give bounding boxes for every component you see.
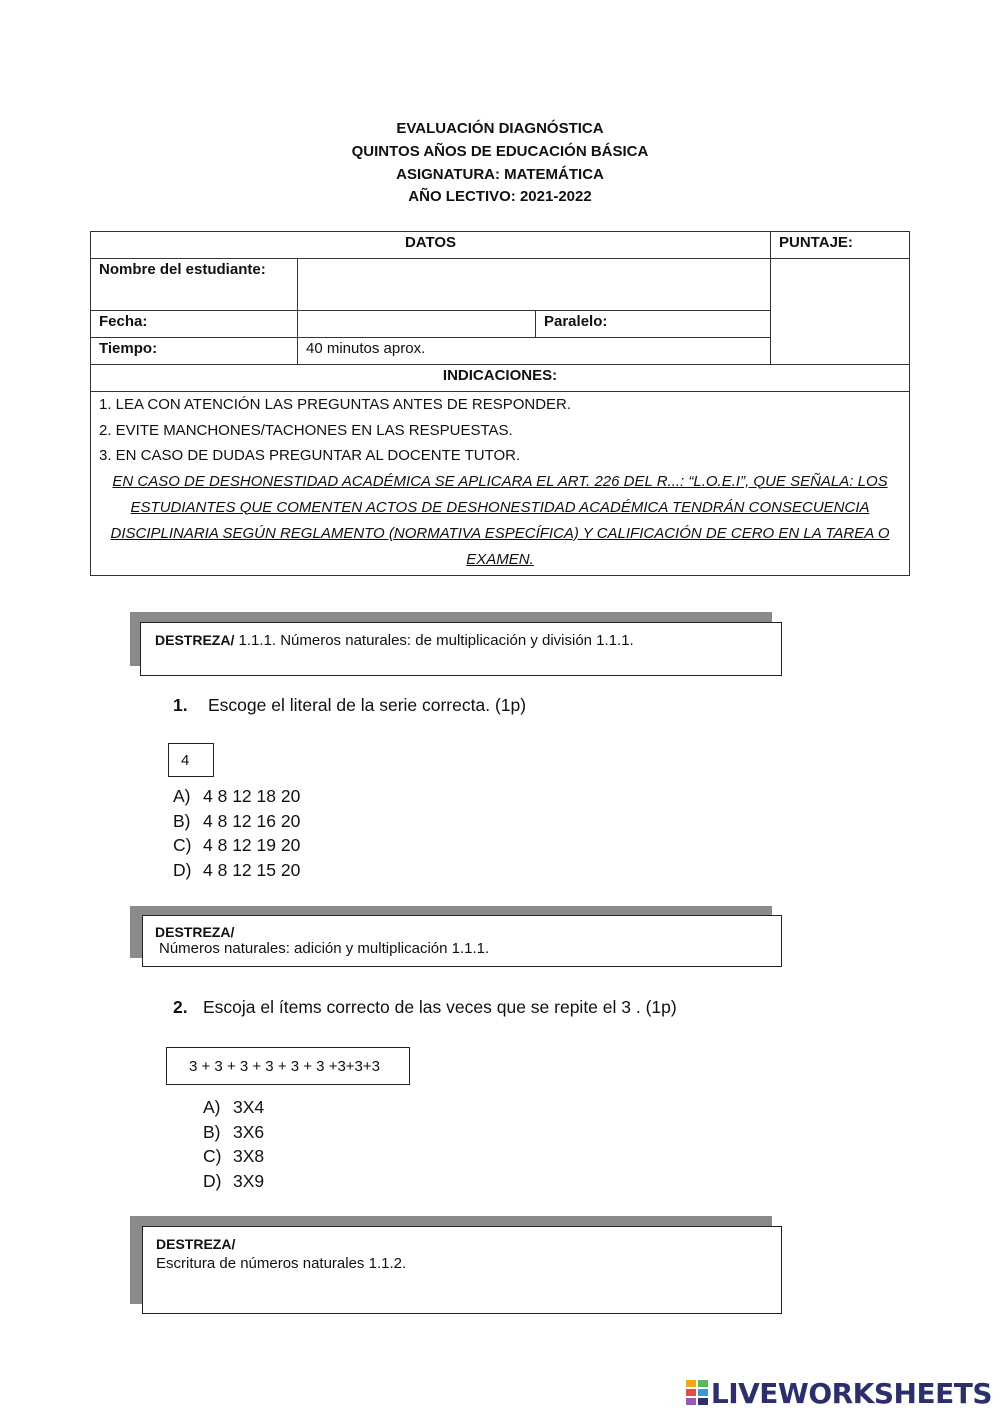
question-2-box: 3 + 3 + 3 + 3 + 3 + 3 +3+3+3 bbox=[166, 1047, 410, 1085]
question-2-number: 2. bbox=[173, 997, 188, 1017]
indicacion-3: 3. EN CASO DE DUDAS PREGUNTAR AL DOCENTE TUTOR. bbox=[99, 447, 521, 464]
question-2-options bbox=[203, 1095, 264, 1193]
student-name-label: Nombre del estudiante: bbox=[91, 259, 298, 311]
indicaciones-header: INDICACIONES: bbox=[91, 365, 910, 392]
option-b[interactable]: B) 3X6 bbox=[203, 1121, 265, 1142]
student-name-field[interactable] bbox=[298, 259, 771, 311]
liveworksheets-watermark bbox=[685, 1378, 992, 1408]
option-c[interactable]: C) 3X8 bbox=[203, 1146, 265, 1167]
date-label: Fecha: bbox=[91, 311, 298, 338]
liveworksheets-logo-icon bbox=[685, 1379, 709, 1407]
destreza-1-text: 1.1.1. Números naturales: de multiplicación y división 1.1.1. bbox=[234, 632, 634, 649]
destreza-2-box bbox=[142, 915, 782, 967]
option-a[interactable]: A) 4 8 12 18 20 bbox=[173, 786, 301, 806]
header-title: EVALUACIÓN DIAGNÓSTICA bbox=[396, 120, 604, 137]
puntaje-header: PUNTAJE: bbox=[771, 232, 910, 259]
puntaje-field[interactable] bbox=[771, 259, 910, 365]
destreza-1-box bbox=[140, 622, 782, 676]
indicacion-2: 2. EVITE MANCHONES/TACHONES EN LAS RESPUESTAS. bbox=[99, 421, 513, 439]
academic-dishonesty-warning: EN CASO DE DESHONESTIDAD ACADÉMICA SE APLICARA EL ART. 226 DEL R...: “L.O.E.I”, QUE SEÑALA: LOS ESTUDIANTES QUE COMENTEN ACTOS DE DESHONESTIDAD ACADÉMICA TENDRÁN CONSECUENCIA DISCIPLINARIA SEGÚN REGLAMENTO (NORMATIVA ESPECÍFICA) Y CALIFICACIÓN DE CERO EN LA TAREA O EXAMEN. bbox=[110, 472, 890, 568]
indicacion-1: 1. LEA CON ATENCIÓN LAS PREGUNTAS ANTES DE RESPONDER. bbox=[99, 396, 572, 413]
option-c[interactable]: C) 4 8 12 19 20 bbox=[173, 835, 301, 856]
question-2-text: Escoja el ítems correcto de las veces que se repite el 3 . (1p) bbox=[203, 997, 677, 1017]
paralelo-label: Paralelo: bbox=[536, 311, 771, 338]
indicaciones-body bbox=[91, 392, 910, 576]
destreza-3-box bbox=[142, 1226, 782, 1314]
date-field[interactable] bbox=[298, 311, 536, 338]
destreza-3-text: Escritura de números naturales 1.1.2. bbox=[156, 1255, 407, 1272]
header-subject: ASIGNATURA: MATEMÁTICA bbox=[396, 165, 604, 183]
liveworksheets-text: LIVEWORKSHEETS bbox=[710, 1376, 992, 1410]
datos-header: DATOS bbox=[91, 232, 771, 259]
question-1 bbox=[173, 695, 526, 716]
question-1-number: 1. bbox=[173, 695, 188, 715]
time-label: Tiempo: bbox=[91, 338, 298, 365]
header-grade: QUINTOS AÑOS DE EDUCACIÓN BÁSICA bbox=[351, 142, 649, 160]
question-1-text: Escoge el literal de la serie correcta. (1p) bbox=[208, 695, 527, 715]
time-value: 40 minutos aprox. bbox=[298, 338, 771, 365]
header-school-year: AÑO LECTIVO: 2021-2022 bbox=[408, 188, 592, 206]
destreza-2-text: Números naturales: adición y multiplicación 1.1.1. bbox=[159, 940, 490, 957]
document-header bbox=[0, 118, 1000, 209]
option-d[interactable]: D) 4 8 12 15 20 bbox=[173, 859, 301, 880]
destreza-3-label: DESTREZA/ bbox=[156, 1236, 236, 1252]
student-data-table bbox=[90, 231, 910, 576]
destreza-1-label: DESTREZA/ bbox=[155, 632, 235, 648]
question-1-options bbox=[173, 784, 300, 882]
question-2 bbox=[173, 997, 677, 1018]
option-a[interactable]: A) 3X4 bbox=[203, 1097, 265, 1117]
option-b[interactable]: B) 4 8 12 16 20 bbox=[173, 810, 301, 831]
destreza-2-label: DESTREZA/ bbox=[155, 924, 235, 940]
option-d[interactable]: D) 3X9 bbox=[203, 1170, 265, 1191]
question-1-box: 4 bbox=[168, 743, 214, 777]
